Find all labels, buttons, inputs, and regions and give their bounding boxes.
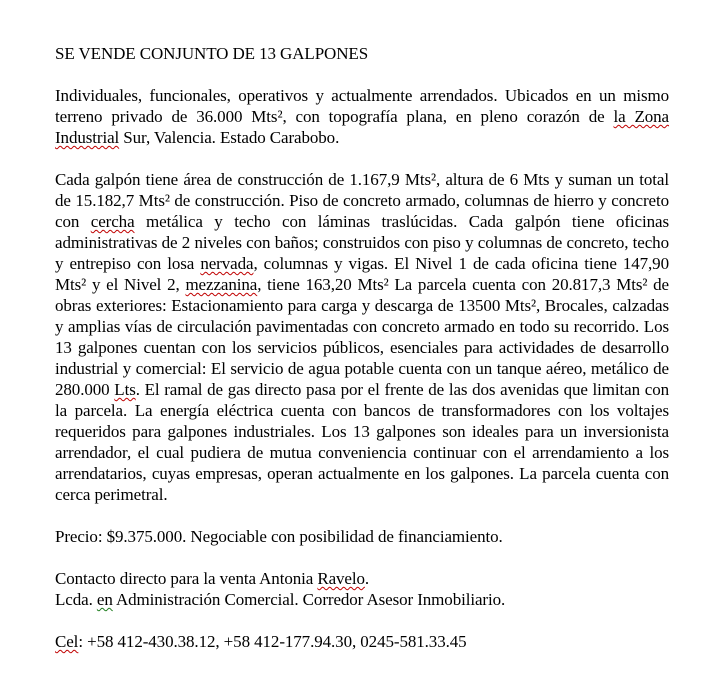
- misspelled-word: la Zona Industrial: [55, 107, 670, 147]
- grammar-flagged-word: en: [96, 590, 113, 609]
- contact-line-2: Lcda. en Administración Comercial. Corredor Asesor Inmobiliario.: [55, 590, 506, 609]
- misspelled-word: Ravelo: [317, 569, 365, 588]
- misspelled-word: nervada: [200, 254, 254, 273]
- price-line: Precio: $9.375.000. Negociable con posibilidad de financiamiento.: [55, 527, 503, 546]
- intro-paragraph: Individuales, funcionales, operativos y actualmente arrendados. Ubicados en un mismo terreno privado de 36.000 Mts², con topografía plana, en pleno corazón de la Zona Industrial Sur, Valencia. Estado Carabobo.: [55, 86, 670, 147]
- document-body: [55, 43, 669, 652]
- document-title: SE VENDE CONJUNTO DE 13 GALPONES: [55, 44, 369, 63]
- misspelled-word: mezzanina: [185, 275, 258, 294]
- phone-line: Cel: +58 412-430.38.12, +58 412-177.94.30, 0245-581.33.45: [55, 632, 467, 651]
- misspelled-word: Cel: [55, 632, 79, 651]
- misspelled-word: Lts: [114, 380, 136, 399]
- contact-line-1: Contacto directo para la venta Antonia Ravelo.: [55, 569, 370, 588]
- misspelled-word: cercha: [90, 212, 135, 231]
- details-paragraph: Cada galpón tiene área de construcción de 1.167,9 Mts², altura de 6 Mts y suman un total de 15.182,7 Mts² de construcción. Piso de concreto armado, columnas de hierro y concreto con cercha metálica y techo con láminas traslúcidas. Cada galpón tiene oficinas administrativas de 2 niveles con baños; construidos con piso y columnas de concreto, techo y entrepiso con losa nervada, columnas y vigas. El Nivel 1 de cada oficina tiene 147,90 Mts² y el Nivel 2, mezzanina, tiene 163,20 Mts² La parcela cuenta con 20.817,3 Mts² de obras exteriores: Estacionamiento para carga y descarga de 13500 Mts², Brocales, calzadas y amplias vías de circulación pavimentadas con concreto armado en todo su recorrido. Los 13 galpones cuentan con los servicios públicos, esenciales para actividades de desarrollo industrial y comercial: El servicio de agua potable cuenta con un tanque aéreo, metálico de 280.000 Lts. El ramal de gas directo pasa por el frente de las dos avenidas que limitan con la parcela. La energía eléctrica cuenta con bancos de transformadores con los voltajes requeridos para galpones industriales. Los 13 galpones son ideales para un inversionista arrendador, el cual pudiera de mutua conveniencia continuar con el arrendamiento a los arrendatarios, cuyas empresas, operan actualmente en los galpones. La parcela cuenta con cerca perimetral.: [55, 170, 669, 504]
